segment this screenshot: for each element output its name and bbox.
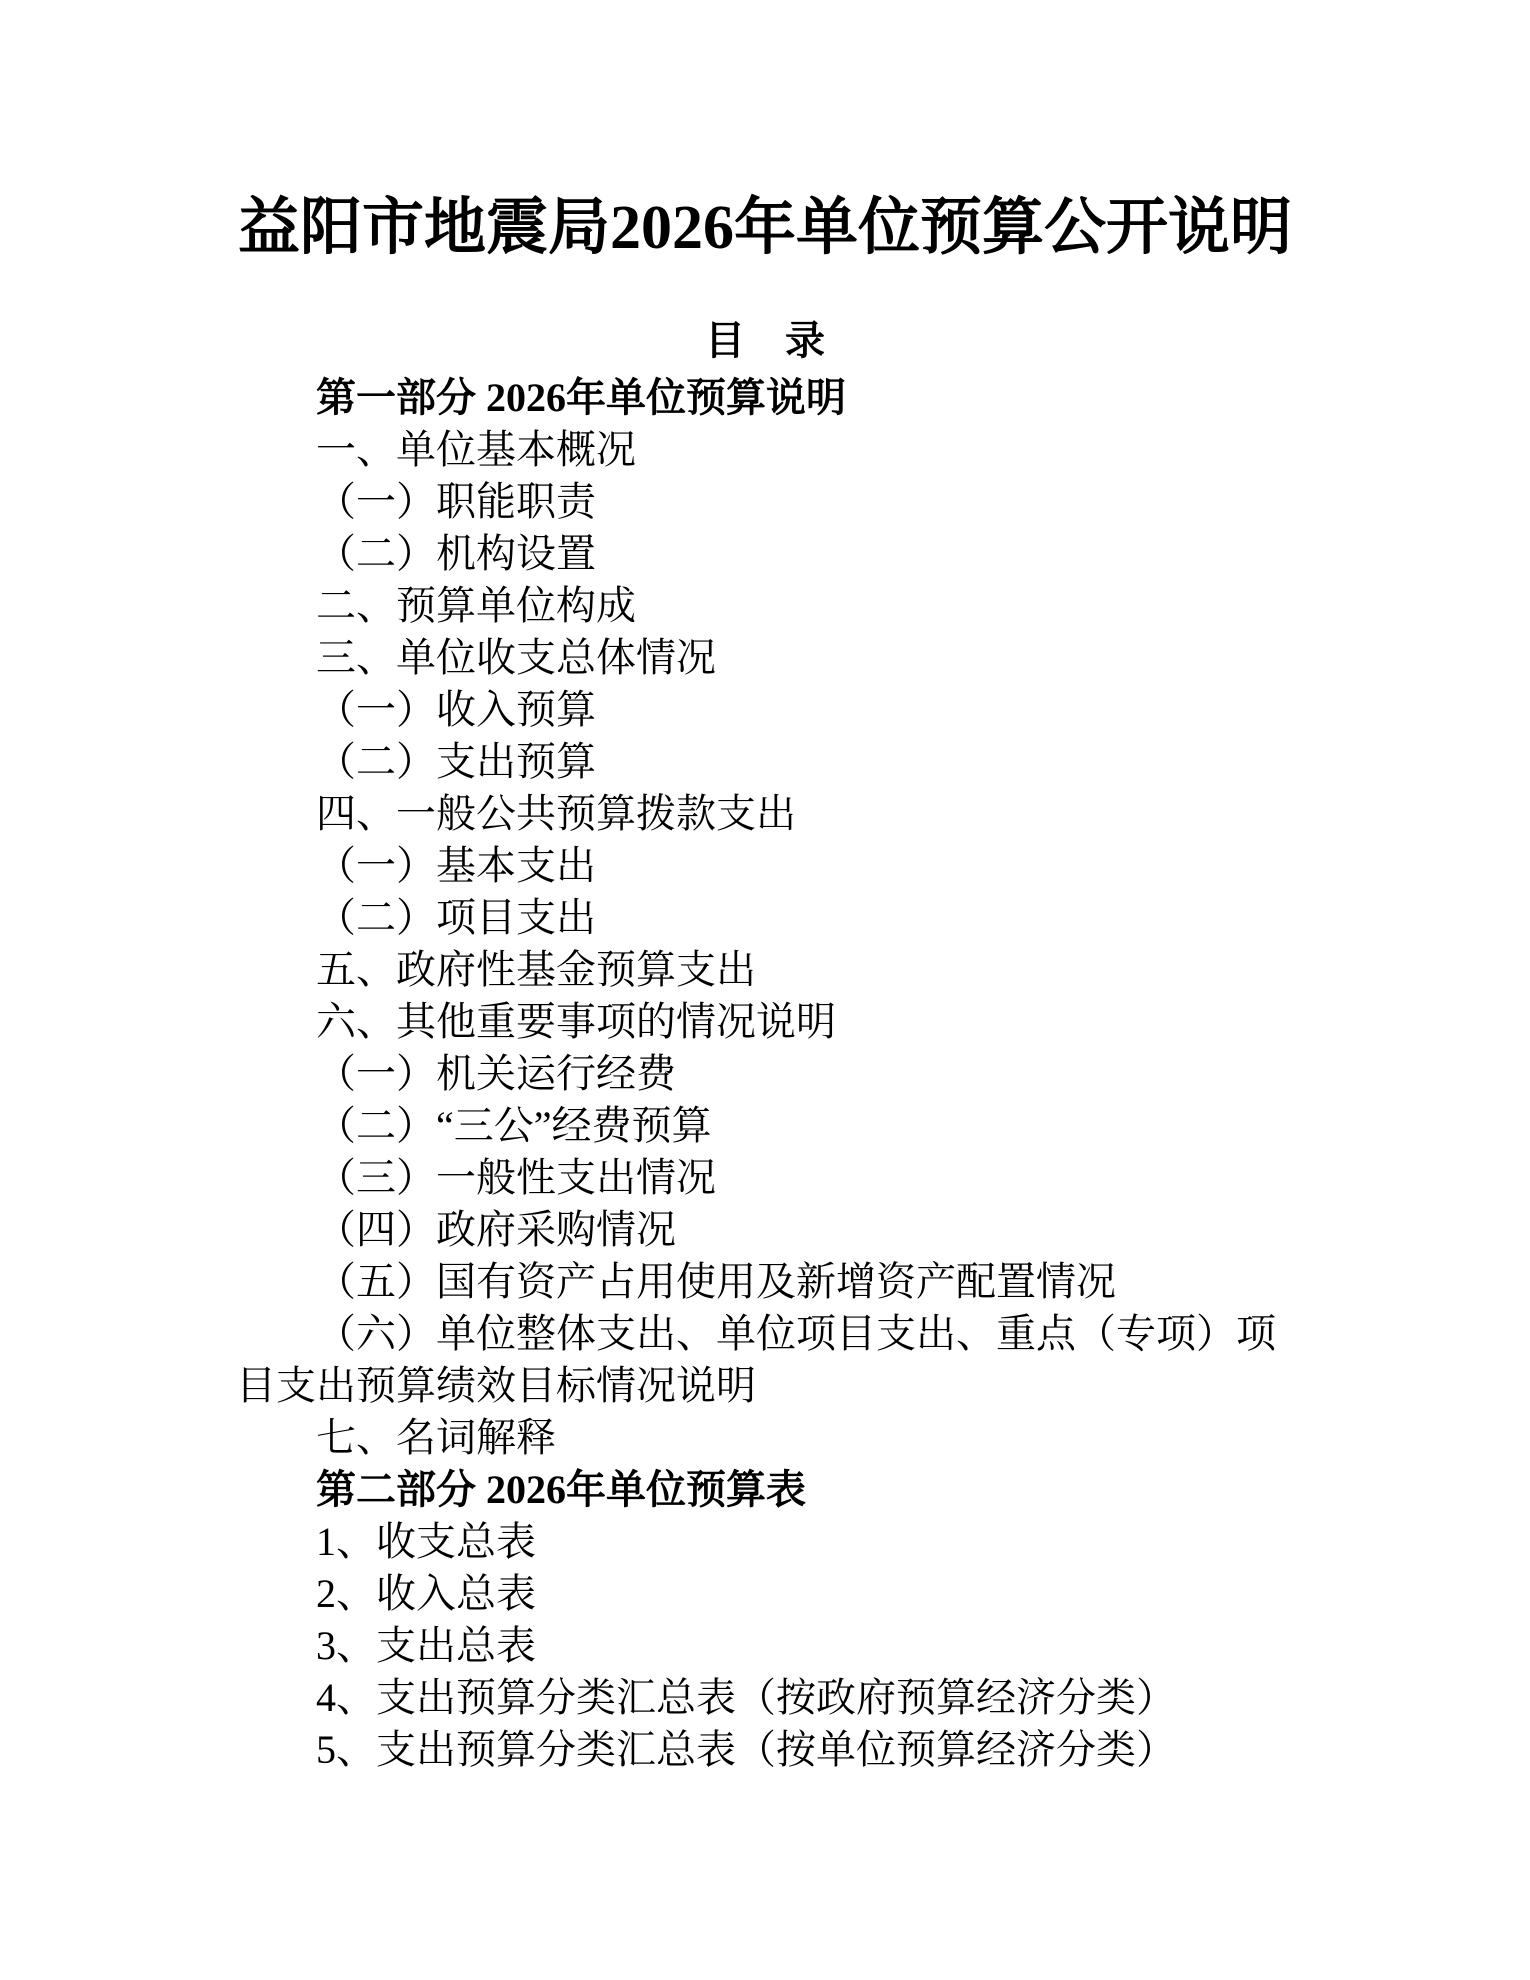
toc-entry: 六、其他重要事项的情况说明 bbox=[316, 999, 836, 1044]
document-title: 益阳市地震局2026年单位预算公开说明 bbox=[237, 194, 1292, 262]
toc-entry: 2、收入总表 bbox=[316, 1571, 536, 1616]
toc-entry: （二）项目支出 bbox=[316, 895, 596, 940]
toc-entry: 一、单位基本概况 bbox=[316, 427, 636, 472]
table-of-contents bbox=[236, 372, 1294, 1776]
toc-entry: （二）支出预算 bbox=[316, 739, 596, 784]
toc-entry: （一）基本支出 bbox=[316, 843, 596, 888]
toc-heading: 目 录 bbox=[705, 318, 825, 363]
toc-entry: （一）收入预算 bbox=[316, 687, 596, 732]
toc-entry: （四）政府采购情况 bbox=[316, 1207, 676, 1252]
toc-entry: 二、预算单位构成 bbox=[316, 583, 636, 628]
toc-entry: （五）国有资产占用使用及新增资产配置情况 bbox=[316, 1259, 1116, 1304]
toc-entry: 五、政府性基金预算支出 bbox=[316, 947, 756, 992]
toc-entry: 三、单位收支总体情况 bbox=[316, 635, 716, 680]
toc-entry: 3、支出总表 bbox=[316, 1623, 536, 1668]
toc-entry: 第一部分 2026年单位预算说明 bbox=[316, 375, 846, 420]
toc-entry: （一）机关运行经费 bbox=[316, 1051, 676, 1096]
toc-entry: 4、支出预算分类汇总表（按政府预算经济分类） bbox=[316, 1675, 1176, 1720]
toc-entry: （二）“三公”经费预算 bbox=[316, 1103, 712, 1148]
toc-entry: （二）机构设置 bbox=[316, 531, 596, 576]
toc-entry: 第二部分 2026年单位预算表 bbox=[316, 1467, 806, 1512]
toc-entry: （一）职能职责 bbox=[316, 479, 596, 524]
toc-entry: 5、支出预算分类汇总表（按单位预算经济分类） bbox=[316, 1727, 1176, 1772]
toc-entry: （三）一般性支出情况 bbox=[316, 1155, 716, 1200]
toc-entry: 四、一般公共预算拨款支出 bbox=[316, 791, 796, 836]
toc-entry: 七、名词解释 bbox=[316, 1415, 556, 1460]
toc-entry: 1、收支总表 bbox=[316, 1519, 536, 1564]
toc-entry: （六）单位整体支出、单位项目支出、重点（专项）项目支出预算绩效目标情况说明 bbox=[236, 1311, 1276, 1408]
